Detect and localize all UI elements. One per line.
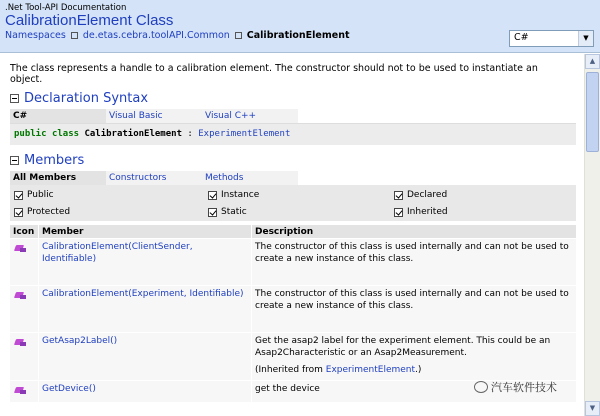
inherited-prefix: (Inherited from — [255, 365, 326, 375]
chevron-down-icon[interactable]: ▼ — [578, 31, 593, 46]
content — [0, 54, 584, 416]
members-table — [9, 224, 577, 403]
scroll-up-icon[interactable]: ▲ — [585, 54, 600, 69]
members-section-header[interactable] — [10, 153, 584, 168]
table-row — [10, 239, 576, 285]
icon-cell — [10, 381, 38, 403]
public-method-icon — [15, 386, 28, 395]
checkbox-checked-icon[interactable] — [14, 208, 23, 217]
filter-protected-label: Protected — [27, 207, 71, 217]
code-base-class-link[interactable]: ExperimentElement — [198, 129, 291, 139]
public-method-icon — [15, 291, 28, 300]
member-filters — [10, 185, 576, 221]
tab-all-members[interactable]: All Members — [10, 171, 106, 185]
class-summary: The class represents a handle to a calibration element. The constructor should not to be used to instantiate an object. — [10, 63, 538, 85]
column-header-icon: Icon — [10, 225, 38, 238]
language-select[interactable] — [509, 30, 594, 47]
page-title: CalibrationElement Class — [5, 12, 174, 29]
member-cell — [39, 239, 251, 285]
member-link[interactable]: CalibrationElement(Experiment, Identifiable) — [42, 289, 244, 299]
tab-constructors[interactable]: Constructors — [106, 171, 202, 185]
member-cell — [39, 286, 251, 332]
collapse-icon[interactable] — [10, 156, 19, 165]
code-separator: : — [187, 129, 193, 139]
breadcrumb-separator-icon — [71, 32, 78, 39]
checkbox-checked-icon[interactable] — [208, 191, 217, 200]
description-cell: get the device — [252, 381, 576, 403]
checkbox-checked-icon[interactable] — [14, 191, 23, 200]
tab-visual-basic[interactable]: Visual Basic — [106, 109, 202, 123]
member-link[interactable]: GetAsap2Label() — [42, 336, 118, 346]
filter-static[interactable] — [208, 207, 247, 217]
filter-declared-label: Declared — [407, 190, 448, 200]
inherited-from-link[interactable]: ExperimentElement — [325, 365, 416, 375]
column-header-member: Member — [39, 225, 251, 238]
scrollbar-thumb[interactable] — [586, 72, 599, 152]
description-cell: The constructor of this class is used internally and can not be used to create a new instance of this class. — [252, 286, 576, 332]
filter-public-label: Public — [27, 190, 54, 200]
inherited-suffix: .) — [415, 365, 422, 375]
filter-declared[interactable] — [394, 190, 447, 200]
description-cell — [252, 333, 576, 380]
code-keyword-public: public — [14, 129, 47, 139]
table-row — [10, 333, 576, 380]
breadcrumb-namespace[interactable]: de.etas.cebra.toolAPI.Common — [82, 30, 230, 41]
breadcrumb-separator-icon — [235, 32, 242, 39]
doc-title-small: .Net Tool-API Documentation — [5, 3, 127, 13]
icon-cell — [10, 286, 38, 332]
declaration-code — [10, 123, 576, 145]
breadcrumb-current: CalibrationElement — [246, 30, 350, 41]
filter-static-label: Static — [221, 207, 247, 217]
breadcrumb — [5, 30, 350, 41]
filter-instance-label: Instance — [221, 190, 260, 200]
checkbox-checked-icon[interactable] — [208, 208, 217, 217]
filter-inherited-label: Inherited — [407, 207, 448, 217]
members-heading: Members — [24, 153, 85, 168]
member-link[interactable]: CalibrationElement(ClientSender, Identifiable) — [42, 242, 193, 264]
watermark — [474, 379, 557, 395]
filter-public[interactable] — [14, 190, 54, 200]
table-header-row — [10, 225, 576, 238]
checkbox-checked-icon[interactable] — [394, 191, 403, 200]
filter-protected[interactable] — [14, 207, 70, 217]
tab-visual-cpp[interactable]: Visual C++ — [202, 109, 298, 123]
column-header-description: Description — [252, 225, 576, 238]
member-cell — [39, 333, 251, 380]
wechat-logo-icon — [474, 381, 488, 393]
code-classname: CalibrationElement — [84, 129, 182, 139]
table-row — [10, 286, 576, 332]
description-cell: The constructor of this class is used internally and can not be used to create a new instance of this class. — [252, 239, 576, 285]
collapse-icon[interactable] — [10, 94, 19, 103]
member-link[interactable]: GetDevice() — [42, 383, 96, 394]
public-method-icon — [15, 244, 28, 253]
public-method-icon — [15, 338, 28, 347]
header — [0, 0, 600, 53]
language-select-value: C# — [514, 32, 529, 43]
member-cell — [39, 381, 251, 403]
vertical-scrollbar[interactable] — [584, 54, 600, 416]
language-tabs — [10, 109, 584, 123]
tab-csharp[interactable]: C# — [10, 109, 106, 123]
checkbox-checked-icon[interactable] — [394, 208, 403, 217]
inherited-note — [255, 365, 573, 377]
member-description: Get the asap2 label for the experiment element. This could be an Asap2Characteristic or an Asap2Measurement. — [255, 336, 551, 358]
declaration-heading: Declaration Syntax — [24, 91, 149, 106]
icon-cell — [10, 333, 38, 380]
breadcrumb-namespaces[interactable]: Namespaces — [5, 30, 66, 41]
icon-cell — [10, 239, 38, 285]
code-keyword-class: class — [51, 129, 80, 139]
declaration-section-header[interactable] — [10, 91, 584, 106]
filter-instance[interactable] — [208, 190, 259, 200]
tab-methods[interactable]: Methods — [202, 171, 298, 185]
member-tabs — [10, 171, 584, 185]
filter-inherited[interactable] — [394, 207, 448, 217]
scroll-down-icon[interactable]: ▼ — [585, 401, 600, 416]
watermark-text: 汽车软件技术 — [491, 381, 557, 394]
